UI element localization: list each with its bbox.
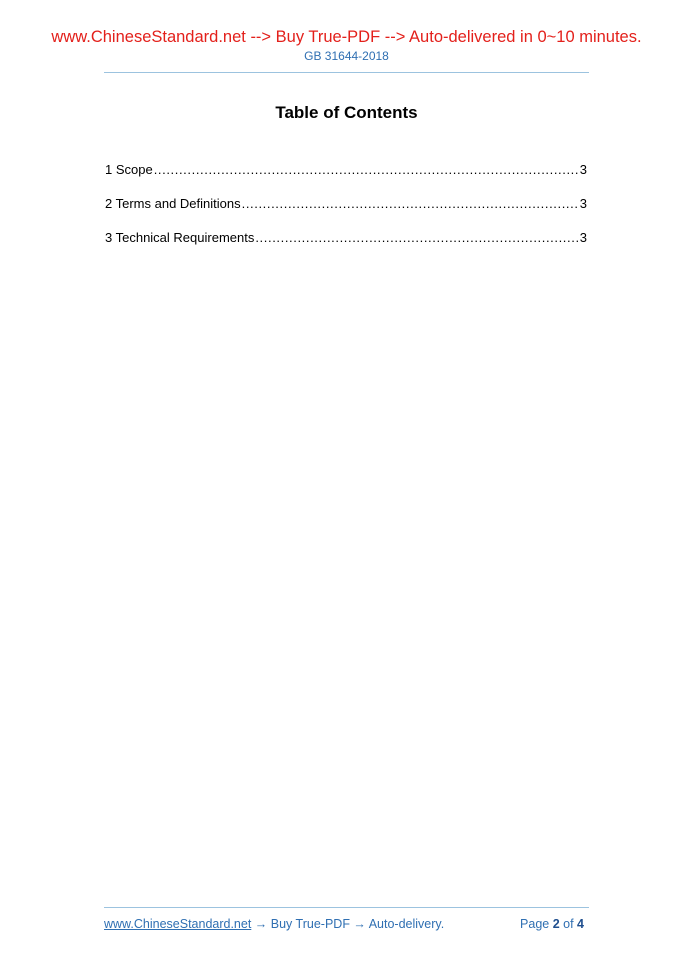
page-number: [520, 915, 584, 933]
footer-buy-text: Buy True-PDF: [270, 917, 350, 931]
toc-dot-leader: [255, 229, 578, 247]
toc-list: [105, 161, 587, 263]
footer-website-link[interactable]: www.ChineseStandard.net: [104, 917, 252, 931]
toc-entry-label: 1 Scope: [105, 162, 153, 177]
toc-entry-technical-requirements[interactable]: [105, 229, 587, 263]
page-label: Page: [520, 917, 553, 931]
footer-divider: [104, 907, 589, 908]
arrow-right-icon: →: [349, 917, 369, 931]
footer-delivery-text: Auto-delivery.: [368, 917, 445, 931]
toc-entry-page: 3: [579, 230, 587, 245]
arrow-right-icon: →: [251, 917, 271, 931]
toc-entry-scope[interactable]: [105, 161, 587, 195]
toc-title: Table of Contents: [275, 103, 418, 122]
header-banner[interactable]: www.ChineseStandard.net --> Buy True-PDF --> Auto-delivered in 0~10 minutes.: [51, 28, 642, 46]
toc-entry-page: 3: [579, 162, 587, 177]
toc-dot-leader: [242, 195, 579, 213]
current-page: 2: [552, 917, 560, 931]
page-footer: [104, 915, 586, 933]
header-divider: [104, 72, 589, 73]
total-pages: 4: [577, 917, 584, 931]
toc-dot-leader: [154, 161, 579, 179]
toc-entry-terms-and-definitions[interactable]: [105, 195, 587, 229]
toc-entry-label: 2 Terms and Definitions: [105, 196, 241, 211]
toc-entry-page: 3: [579, 196, 587, 211]
footer-promo: [104, 915, 444, 933]
toc-entry-label: 3 Technical Requirements: [105, 230, 255, 245]
page-of-label: of: [559, 917, 578, 931]
document-code: GB 31644-2018: [304, 49, 389, 63]
